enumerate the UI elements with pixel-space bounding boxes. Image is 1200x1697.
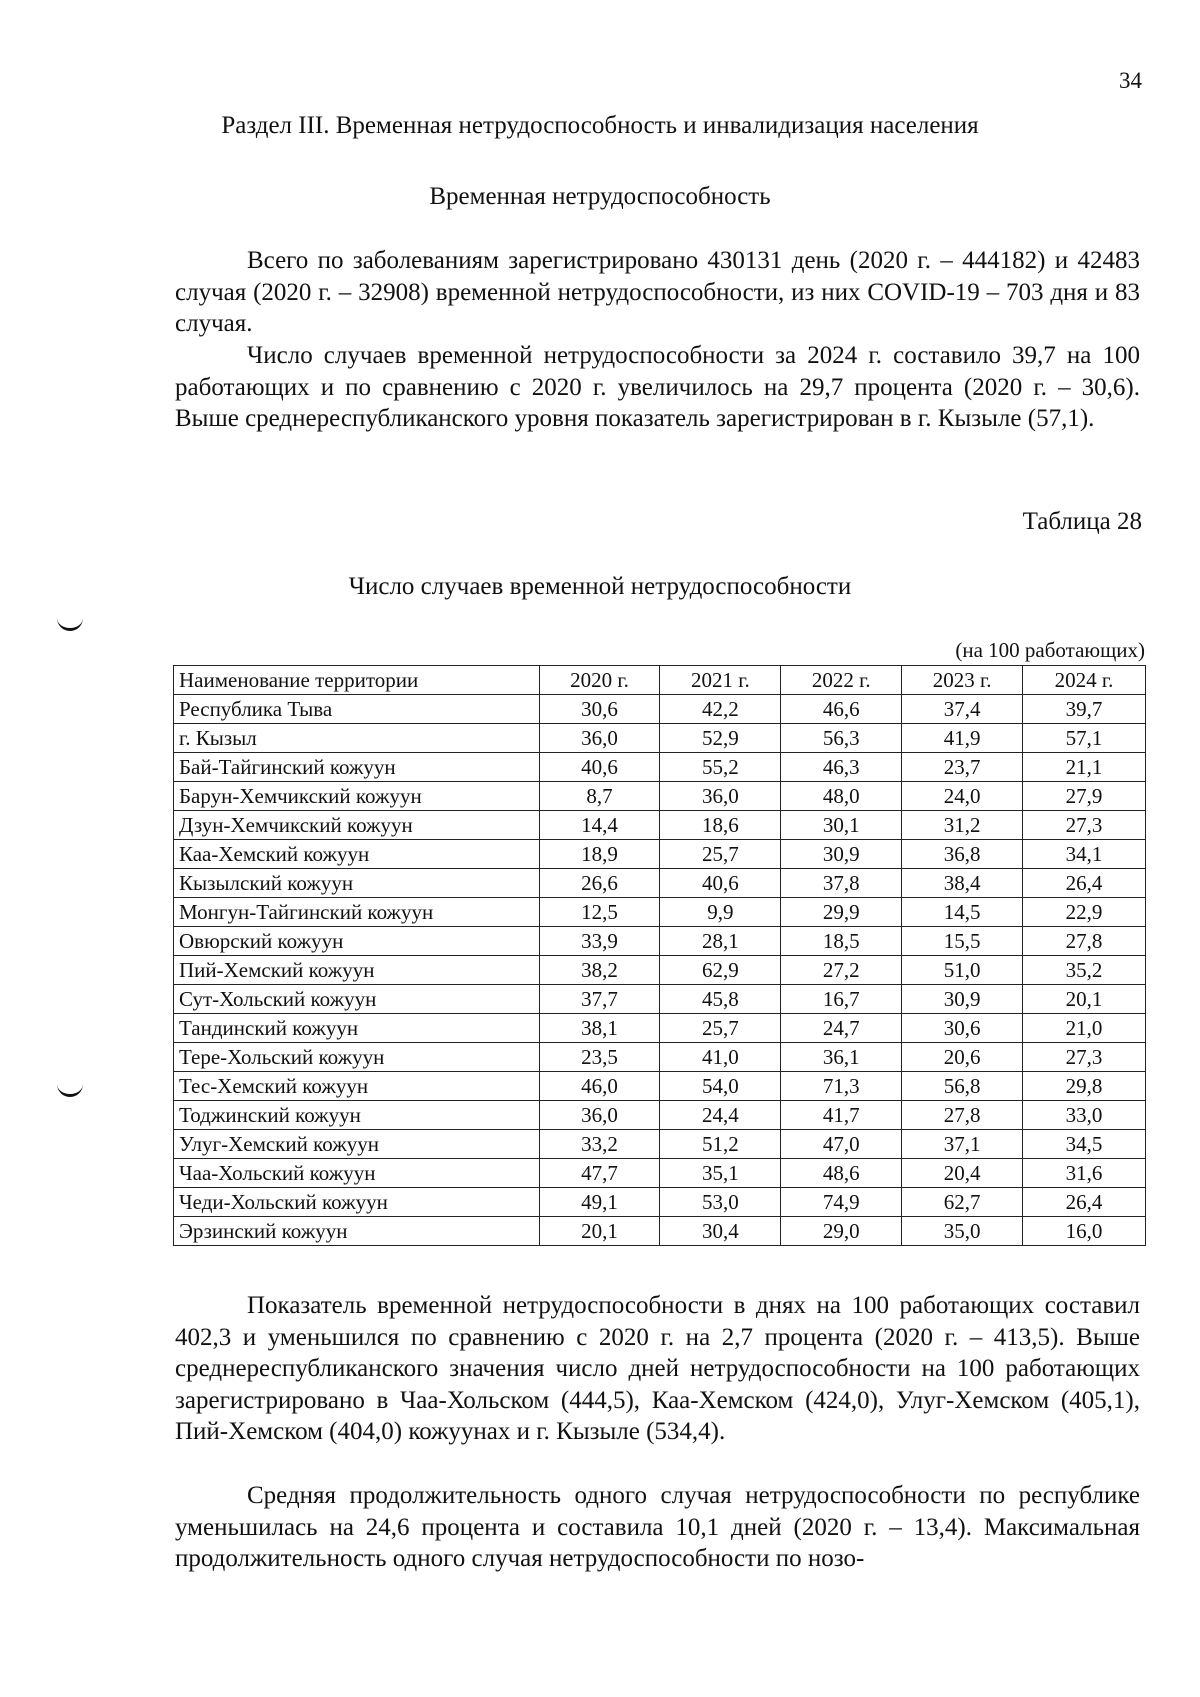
table-row: [174, 985, 1146, 1014]
value-cell: 62,9: [660, 956, 781, 985]
value-cell: 40,6: [539, 753, 660, 782]
subsection-title: Временная нетрудоспособность: [429, 183, 771, 210]
column-header-year: 2020 г.: [539, 666, 660, 695]
table-row: [174, 898, 1146, 927]
territory-name-cell: Тес-Хемский кожуун: [174, 1072, 540, 1101]
territory-name-cell: Монгун-Тайгинский кожуун: [174, 898, 540, 927]
table-row: [174, 724, 1146, 753]
value-cell: 18,6: [660, 811, 781, 840]
value-cell: 24,7: [781, 1014, 902, 1043]
column-header-year: 2022 г.: [781, 666, 902, 695]
value-cell: 46,6: [781, 695, 902, 724]
table-header-row: [174, 666, 1146, 695]
value-cell: 14,5: [902, 898, 1023, 927]
value-cell: 34,5: [1023, 1130, 1146, 1159]
value-cell: 74,9: [781, 1188, 902, 1217]
value-cell: 16,7: [781, 985, 902, 1014]
value-cell: 15,5: [902, 927, 1023, 956]
value-cell: 38,4: [902, 869, 1023, 898]
value-cell: 26,4: [1023, 869, 1146, 898]
paragraph-average-duration: Средняя продолжительность одного случая нетрудоспособности по республике уменьшилась на 24,6 процента и составила 10,1 дней (2020 г. – 13,4). Максимальная продолжительность одного случая нетрудоспособности по нозо-: [175, 1482, 1140, 1572]
territory-name-cell: Сут-Хольский кожуун: [174, 985, 540, 1014]
territory-name-cell: Барун-Хемчикский кожуун: [174, 782, 540, 811]
value-cell: 37,8: [781, 869, 902, 898]
value-cell: 62,7: [902, 1188, 1023, 1217]
value-cell: 39,7: [1023, 695, 1146, 724]
value-cell: 36,8: [902, 840, 1023, 869]
value-cell: 25,7: [660, 1014, 781, 1043]
value-cell: 37,4: [902, 695, 1023, 724]
value-cell: 34,1: [1023, 840, 1146, 869]
table-row: [174, 840, 1146, 869]
value-cell: 56,3: [781, 724, 902, 753]
value-cell: 26,6: [539, 869, 660, 898]
value-cell: 20,6: [902, 1043, 1023, 1072]
value-cell: 47,7: [539, 1159, 660, 1188]
table-body: [174, 695, 1146, 1246]
table-row: [174, 753, 1146, 782]
value-cell: 48,0: [781, 782, 902, 811]
table-label: Таблица 28: [1022, 508, 1142, 535]
value-cell: 29,9: [781, 898, 902, 927]
page-number: 34: [1119, 68, 1142, 93]
value-cell: 41,9: [902, 724, 1023, 753]
value-cell: 48,6: [781, 1159, 902, 1188]
table-row: [174, 956, 1146, 985]
value-cell: 24,0: [902, 782, 1023, 811]
table-row: [174, 1014, 1146, 1043]
value-cell: 23,7: [902, 753, 1023, 782]
value-cell: 41,0: [660, 1043, 781, 1072]
table-row: [174, 927, 1146, 956]
value-cell: 27,8: [1023, 927, 1146, 956]
table-title: Число случаев временной нетрудоспособности: [348, 573, 852, 600]
value-cell: 41,7: [781, 1101, 902, 1130]
table-row: [174, 695, 1146, 724]
territory-name-cell: Чаа-Хольский кожуун: [174, 1159, 540, 1188]
value-cell: 36,0: [539, 1101, 660, 1130]
value-cell: 27,3: [1023, 811, 1146, 840]
value-cell: 20,1: [539, 1217, 660, 1246]
value-cell: 54,0: [660, 1072, 781, 1101]
value-cell: 35,0: [902, 1217, 1023, 1246]
value-cell: 37,1: [902, 1130, 1023, 1159]
value-cell: 38,2: [539, 956, 660, 985]
table-row: [174, 1072, 1146, 1101]
table-row: [174, 1217, 1146, 1246]
value-cell: 47,0: [781, 1130, 902, 1159]
value-cell: 40,6: [660, 869, 781, 898]
territory-name-cell: Тере-Хольский кожуун: [174, 1043, 540, 1072]
territory-name-cell: Дзун-Хемчикский кожуун: [174, 811, 540, 840]
value-cell: 21,1: [1023, 753, 1146, 782]
value-cell: 33,0: [1023, 1101, 1146, 1130]
cases-table: [173, 665, 1146, 1246]
value-cell: 45,8: [660, 985, 781, 1014]
value-cell: 20,1: [1023, 985, 1146, 1014]
section-title: Раздел III. Временная нетрудоспособность и инвалидизация населения: [221, 112, 979, 139]
value-cell: 30,6: [902, 1014, 1023, 1043]
column-header-year: 2023 г.: [902, 666, 1023, 695]
column-header-territory: Наименование территории: [174, 666, 540, 695]
territory-name-cell: Республика Тыва: [174, 695, 540, 724]
value-cell: 27,2: [781, 956, 902, 985]
territory-name-cell: Бай-Тайгинский кожуун: [174, 753, 540, 782]
value-cell: 71,3: [781, 1072, 902, 1101]
paragraph-cases-count: Число случаев временной нетрудоспособности за 2024 г. составило 39,7 на 100 работающих и по сравнению с 2020 г. увеличилось на 29,7 процента (2020 г. – 30,6). Выше среднереспубликанского уровня показатель зарегистрирован в г. Кызыле (57,1).: [175, 342, 1140, 432]
territory-name-cell: Пий-Хемский кожуун: [174, 956, 540, 985]
table-row: [174, 1101, 1146, 1130]
paragraph-days-indicator: Показатель временной нетрудоспособности в днях на 100 работающих составил 402,3 и уменьшился по сравнению с 2020 г. на 2,7 процента (2020 г. – 413,5). Выше среднереспубликанского значения число дней нетрудоспособности на 100 работающих зарегистрировано в Чаа-Хольском (444,5), Каа-Хемском (424,0), Улуг-Хемском (405,1), Пий-Хемском (404,0) кожуунах и г. Кызыле (534,4).: [175, 1292, 1140, 1445]
territory-name-cell: Тандинский кожуун: [174, 1014, 540, 1043]
value-cell: 46,0: [539, 1072, 660, 1101]
value-cell: 36,0: [660, 782, 781, 811]
value-cell: 35,2: [1023, 956, 1146, 985]
paragraph-total-days: Всего по заболеваниям зарегистрировано 430131 день (2020 г. – 444182) и 42483 случая (2020 г. – 32908) временной нетрудоспособности, из них COVID-19 – 703 дня и 83 случая.: [175, 247, 1140, 337]
value-cell: 51,2: [660, 1130, 781, 1159]
value-cell: 55,2: [660, 753, 781, 782]
value-cell: 12,5: [539, 898, 660, 927]
territory-name-cell: Каа-Хемский кожуун: [174, 840, 540, 869]
value-cell: 30,9: [902, 985, 1023, 1014]
scan-mark-icon: [57, 1084, 83, 1097]
column-header-year: 2024 г.: [1023, 666, 1146, 695]
value-cell: 31,2: [902, 811, 1023, 840]
table-row: [174, 1188, 1146, 1217]
value-cell: 16,0: [1023, 1217, 1146, 1246]
value-cell: 46,3: [781, 753, 902, 782]
value-cell: 37,7: [539, 985, 660, 1014]
column-header-year: 2021 г.: [660, 666, 781, 695]
territory-name-cell: Овюрский кожуун: [174, 927, 540, 956]
table-row: [174, 782, 1146, 811]
value-cell: 20,4: [902, 1159, 1023, 1188]
value-cell: 49,1: [539, 1188, 660, 1217]
value-cell: 36,0: [539, 724, 660, 753]
value-cell: 30,4: [660, 1217, 781, 1246]
value-cell: 30,9: [781, 840, 902, 869]
value-cell: 24,4: [660, 1101, 781, 1130]
territory-name-cell: Улуг-Хемский кожуун: [174, 1130, 540, 1159]
territory-name-cell: Тоджинский кожуун: [174, 1101, 540, 1130]
value-cell: 56,8: [902, 1072, 1023, 1101]
value-cell: 21,0: [1023, 1014, 1146, 1043]
value-cell: 14,4: [539, 811, 660, 840]
territory-name-cell: Чеди-Хольский кожуун: [174, 1188, 540, 1217]
value-cell: 52,9: [660, 724, 781, 753]
value-cell: 33,2: [539, 1130, 660, 1159]
value-cell: 36,1: [781, 1043, 902, 1072]
value-cell: 25,7: [660, 840, 781, 869]
value-cell: 35,1: [660, 1159, 781, 1188]
value-cell: 33,9: [539, 927, 660, 956]
table-row: [174, 869, 1146, 898]
value-cell: 23,5: [539, 1043, 660, 1072]
value-cell: 27,9: [1023, 782, 1146, 811]
table-row: [174, 1130, 1146, 1159]
value-cell: 18,5: [781, 927, 902, 956]
value-cell: 28,1: [660, 927, 781, 956]
value-cell: 26,4: [1023, 1188, 1146, 1217]
value-cell: 53,0: [660, 1188, 781, 1217]
territory-name-cell: г. Кызыл: [174, 724, 540, 753]
value-cell: 38,1: [539, 1014, 660, 1043]
table-unit: (на 100 работающих): [955, 638, 1145, 662]
territory-name-cell: Кызылский кожуун: [174, 869, 540, 898]
value-cell: 29,0: [781, 1217, 902, 1246]
value-cell: 27,8: [902, 1101, 1023, 1130]
value-cell: 29,8: [1023, 1072, 1146, 1101]
territory-name-cell: Эрзинский кожуун: [174, 1217, 540, 1246]
value-cell: 31,6: [1023, 1159, 1146, 1188]
value-cell: 42,2: [660, 695, 781, 724]
value-cell: 18,9: [539, 840, 660, 869]
value-cell: 57,1: [1023, 724, 1146, 753]
value-cell: 9,9: [660, 898, 781, 927]
value-cell: 51,0: [902, 956, 1023, 985]
table-row: [174, 1043, 1146, 1072]
value-cell: 8,7: [539, 782, 660, 811]
value-cell: 30,1: [781, 811, 902, 840]
scan-mark-icon: [57, 618, 83, 631]
value-cell: 27,3: [1023, 1043, 1146, 1072]
table-row: [174, 811, 1146, 840]
value-cell: 22,9: [1023, 898, 1146, 927]
table-row: [174, 1159, 1146, 1188]
value-cell: 30,6: [539, 695, 660, 724]
